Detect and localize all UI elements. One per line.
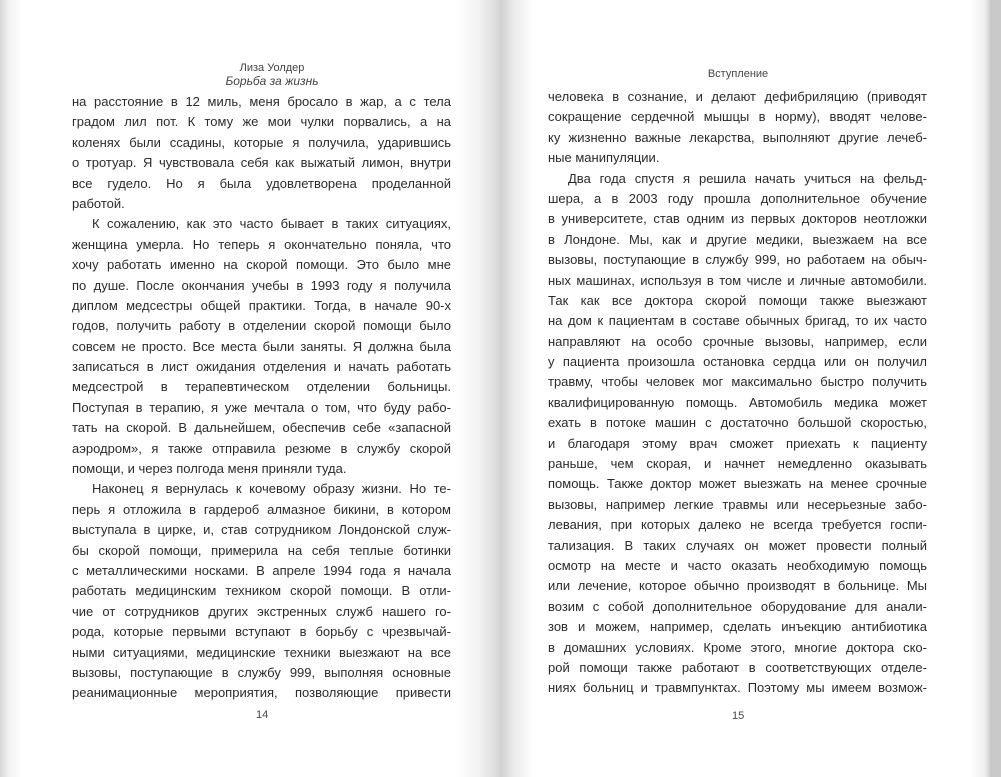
text-line: возим с собой дополнительное оборудование для анали- [548, 598, 927, 614]
text-line: раньше, чем скорая, и начнет немедленно оказывать [548, 456, 927, 472]
text-line: Поступая в терапию, я уже мечтала о том, что буду рабо- [72, 399, 451, 415]
text-line: все гудело. Но я была удовлетворена проделанной [72, 175, 451, 191]
running-header-left [172, 62, 372, 88]
text-line: ными ситуациями, медицинские техники выезжают на все [72, 644, 451, 660]
header-chapter: Вступление [707, 68, 769, 80]
text-line: хочу работать именно на скорой помощи. Это было мне [72, 257, 451, 273]
header-book-title: Борьба за жизнь [225, 74, 319, 88]
text-line: ку жизненно важные лекарства, выполняют другие лечеб- [548, 129, 927, 145]
header-author: Лиза Уолдер [239, 62, 305, 74]
text-line: выступала в цирке, и, став сотрудником Лондонской служ- [72, 522, 451, 538]
text-line: Два года спустя я решила начать учиться на фельд- [568, 170, 927, 186]
text-line: ехать в потоке машин с достаточно большой скоростью, [548, 415, 927, 431]
text-line: ные манипуляции. [548, 150, 660, 166]
text-line: Так как все доктора скорой помощи также выезжают [548, 292, 927, 308]
text-line: диплом медсестры общей практики. Тогда, в начале 90-х [72, 297, 451, 313]
text-line: или лечение, которое обычно производят в больнице. Мы [548, 578, 927, 594]
text-line: квалифицированную помощь. Автомобиль медика может [548, 394, 927, 410]
text-line: рода, которые первыми вступают в борьбу с чрезвычай- [72, 624, 451, 640]
text-line: К сожалению, как это часто бывает в таких ситуациях, [92, 216, 451, 232]
text-line: в домашних условиях. Кроме этого, многие доктора ско- [548, 639, 927, 655]
text-line: сокращение сердечной мышцы в норму), вводят челове- [548, 109, 927, 125]
page-number-right: 15 [732, 710, 745, 722]
text-line: в университете, став одним из первых докторов неотложки [548, 211, 927, 227]
text-line: о тротуар. Я чувствовала себя как выжатый лимон, внутри [72, 155, 451, 171]
text-line: вызовы, поступающие в службу 999, но работаем на обыч- [548, 252, 927, 268]
text-line: коленях были ссадины, которые я получила, ударившись [72, 134, 451, 150]
text-line: по душе. После окончания учебы в 1993 году я получила [72, 277, 451, 293]
text-line: на расстояние в 12 миль, меня бросало в жар, а с тела [72, 94, 451, 109]
text-line: рой помощи также работают в соответствующих отделе- [548, 659, 927, 675]
page-edge [990, 0, 1001, 777]
text-line: помощи, и через полгода меня приняли туда. [72, 461, 347, 477]
text-line: в Лондоне. Мы, как и другие медики, выезжаем на все [548, 231, 927, 247]
text-line: и благодаря этому врач сможет приехать к пациенту [548, 435, 927, 451]
left-page [0, 0, 500, 777]
text-line: работой. [72, 195, 125, 211]
page-number-left: 14 [256, 709, 269, 721]
text-line: осмотр на месте и часто оказать необходимую помощь [548, 557, 927, 573]
text-line: помощь. Также доктор может выезжать на менее срочные [548, 476, 927, 492]
text-line: вызовы, поступающие в службу 999, выполняя основные [72, 664, 451, 680]
text-line: Наконец я вернулась к кочевому образу жизни. Но те- [92, 481, 451, 497]
text-line: травму, чтобы человек мог максимально быстро получить [548, 374, 927, 390]
text-line: совсем не просто. Все места были заняты. Я должна была [72, 338, 451, 354]
text-line: зов и можем, например, сделать инъекцию антибиотика [548, 619, 927, 635]
text-line: аэродром», я также отправила резюме в службу скорой [72, 440, 451, 456]
text-line: бы скорой помощи, примерила на себя теплые ботинки [72, 542, 451, 558]
right-page-text [548, 87, 927, 699]
text-line: с металлическими носками. В апреле 1994 года я начала [72, 562, 451, 578]
text-line: вызовы, например легкие травмы или несерьезные забо- [548, 496, 927, 512]
text-line: левания, при которых далеко не всегда требуется госпи- [548, 517, 927, 533]
running-header-right [638, 68, 838, 80]
text-line: записаться в лист ожидания отделения и начать работать [72, 359, 451, 375]
text-line: чие от сотрудников других экстренных служб нашего го- [72, 603, 451, 619]
text-line: тать на скорой. В дальнейшем, обеспечив себе «запасной [72, 420, 451, 436]
text-line: тализация. В таких случаях он может провести полный [548, 537, 927, 553]
text-line: годов, получить работу в отделении скорой помощи было [72, 318, 451, 334]
left-page-text [72, 92, 451, 704]
text-line: ниях больниц и травмпунктах. Поэтому мы имеем возмож- [548, 680, 927, 696]
text-line: ных машинах, используя в том числе и личные автомобили. [548, 272, 927, 288]
text-line: реанимационные мероприятия, позволяющие привести [72, 685, 451, 701]
text-line: медсестрой в терапевтическом отделении больницы. [72, 379, 451, 395]
text-line: у пациента произошла остановка сердца или он получил [548, 354, 927, 370]
text-line: градом лил пот. К тому же мои чулки порвались, а на [72, 114, 451, 130]
text-line: направляют на особо срочные вызовы, например, если [548, 333, 927, 349]
text-line: человека в сознание, и делают дефибриляцию (приводят [548, 89, 927, 104]
text-line: на дом к пациентам в составе обычных бригад, то их часто [548, 313, 927, 329]
text-line: женщина умерла. Но теперь я окончательно поняла, что [72, 236, 451, 252]
text-line: перь я отложила в гардероб алмазное бикини, в котором [72, 501, 451, 517]
text-line: работать медицинским техником скорой помощи. В отли- [72, 583, 451, 599]
text-line: шера, а в 2003 году прошла дополнительное обучение [548, 190, 927, 206]
